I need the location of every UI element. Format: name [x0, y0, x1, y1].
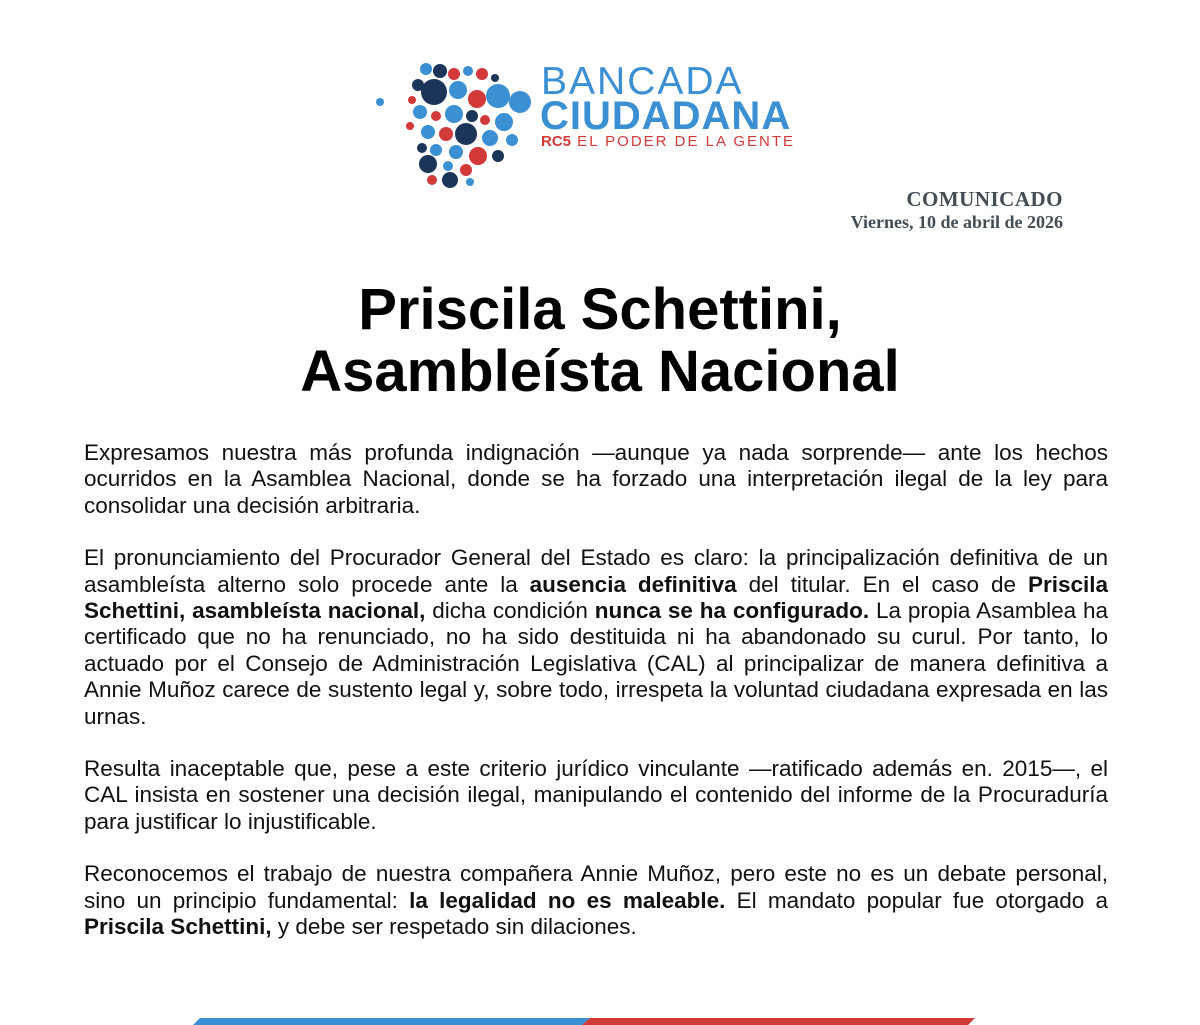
paragraph-3 — [84, 756, 1108, 835]
paragraph-4 — [84, 861, 1108, 940]
logo-dot — [417, 143, 427, 153]
logo-dot — [406, 122, 414, 130]
logo-dot — [445, 105, 463, 123]
paragraph-3-text: Resulta inaceptable que, pese a este criterio jurídico vinculante —ratificado además en. 2015—, el CAL insista en sostener una decisión ilegal, manipulando el contenido del informe de la Procuraduría para justificar lo injustificable. — [84, 756, 1108, 834]
logo-dot — [413, 105, 427, 119]
paragraph-4-text-b: El mandato popular fue otorgado a — [725, 887, 1108, 913]
paragraph-2-bold-b: Priscila Schettini, asambleísta nacional, — [84, 571, 1108, 624]
logo-dot — [486, 84, 510, 108]
logo-dot — [449, 145, 463, 159]
logo-dot — [491, 74, 499, 82]
footer-color-bar — [0, 1010, 1200, 1025]
communique-meta — [851, 187, 1063, 233]
paragraph-2-bold-a: ausencia definitiva — [529, 571, 737, 597]
logo-dot — [480, 115, 490, 125]
paragraph-2-bold-c: nunca se ha configurado. — [594, 598, 870, 624]
paragraph-1-text: Expresamos nuestra más profunda indignación —aunque ya nada sorprende— ante los hechos ocurridos en la Asamblea Nacional, donde se ha forzado una interpretación ilegal de la ley para consolidar una decisión arbitraria. — [84, 440, 1108, 518]
document-date: Viernes, 10 de abril de 2026 — [850, 212, 1063, 232]
logo-dot — [506, 134, 518, 146]
paragraph-2-text-c: dicha condición — [425, 598, 595, 624]
logo-dot — [469, 147, 487, 165]
logo-dot — [509, 91, 531, 113]
title-line1: Priscila Schettini, — [358, 277, 842, 342]
document-type: COMUNICADO — [906, 187, 1063, 211]
logo-dot — [468, 90, 486, 108]
page-title — [0, 279, 1200, 403]
logo-dot — [408, 96, 416, 104]
logo-dot — [449, 81, 467, 99]
paragraph-2-text-d: La propia Asamblea ha certificado que no ha renunciado, no ha sido destituida ni ha abandonado su curul. Por tanto, lo actuado por el Consejo de Administración Legislativa (CAL) al principalizar de manera definitiva a Annie Muñoz carece de sustento legal y, sobre todo, irrespeta la voluntad ciudadana expresada en las urnas. — [84, 598, 1109, 729]
communique-body — [84, 440, 1108, 967]
brand-tagline-prefix: RC5 — [541, 133, 572, 150]
paragraph-4-text-a: Reconocemos el trabajo de nuestra compañera Annie Muñoz, pero este no es un debate personal, sino un principio fundamental: — [84, 861, 1108, 913]
title-line2: Asambleísta Nacional — [300, 339, 900, 404]
paragraph-2-text-b: del titular. En el caso de — [736, 571, 1028, 597]
brand-tagline-text: EL PODER DE LA GENTE — [571, 133, 796, 150]
logo-dot — [431, 111, 441, 121]
paragraph-4-bold-b: Priscila Schettini, — [84, 914, 272, 940]
logo-dot — [492, 150, 504, 162]
logo-dot — [466, 178, 474, 186]
paragraph-4-bold-a: la legalidad no es maleable. — [409, 887, 726, 913]
logo-dot — [455, 123, 477, 145]
logo-dot — [448, 68, 460, 80]
logo-dot — [460, 164, 472, 176]
brand-name-line1: BANCADA — [541, 60, 744, 103]
logo-dot — [443, 161, 453, 171]
brand-tagline — [541, 134, 795, 149]
logo-dot — [442, 172, 458, 188]
logo-dot — [376, 98, 384, 106]
logo-dot — [476, 68, 488, 80]
paragraph-4-text-c: y debe ser respetado sin dilaciones. — [271, 914, 637, 940]
logo-dot — [482, 130, 498, 146]
logo-dot — [421, 79, 447, 105]
logo-dot — [466, 110, 478, 122]
logo-dot — [495, 113, 513, 131]
paragraph-2-text-a: El pronunciamiento del Procurador General del Estado es claro: la principalización definitiva de un asambleísta alterno solo procede ante la — [84, 545, 1108, 597]
footer-bar-red — [582, 1018, 975, 1025]
paragraph-2 — [84, 545, 1108, 730]
footer-bar-blue — [193, 1018, 590, 1025]
logo-dot — [463, 66, 473, 76]
logo-dot — [439, 127, 453, 141]
logo-dot — [419, 155, 437, 173]
logo-dot — [420, 63, 432, 75]
logo-dot — [421, 125, 435, 139]
paragraph-1 — [84, 440, 1108, 519]
logo-dot — [427, 175, 437, 185]
brand-name-line2: CIUDADANA — [540, 94, 792, 138]
logo-dot — [433, 64, 447, 78]
logo-dot — [430, 144, 442, 156]
